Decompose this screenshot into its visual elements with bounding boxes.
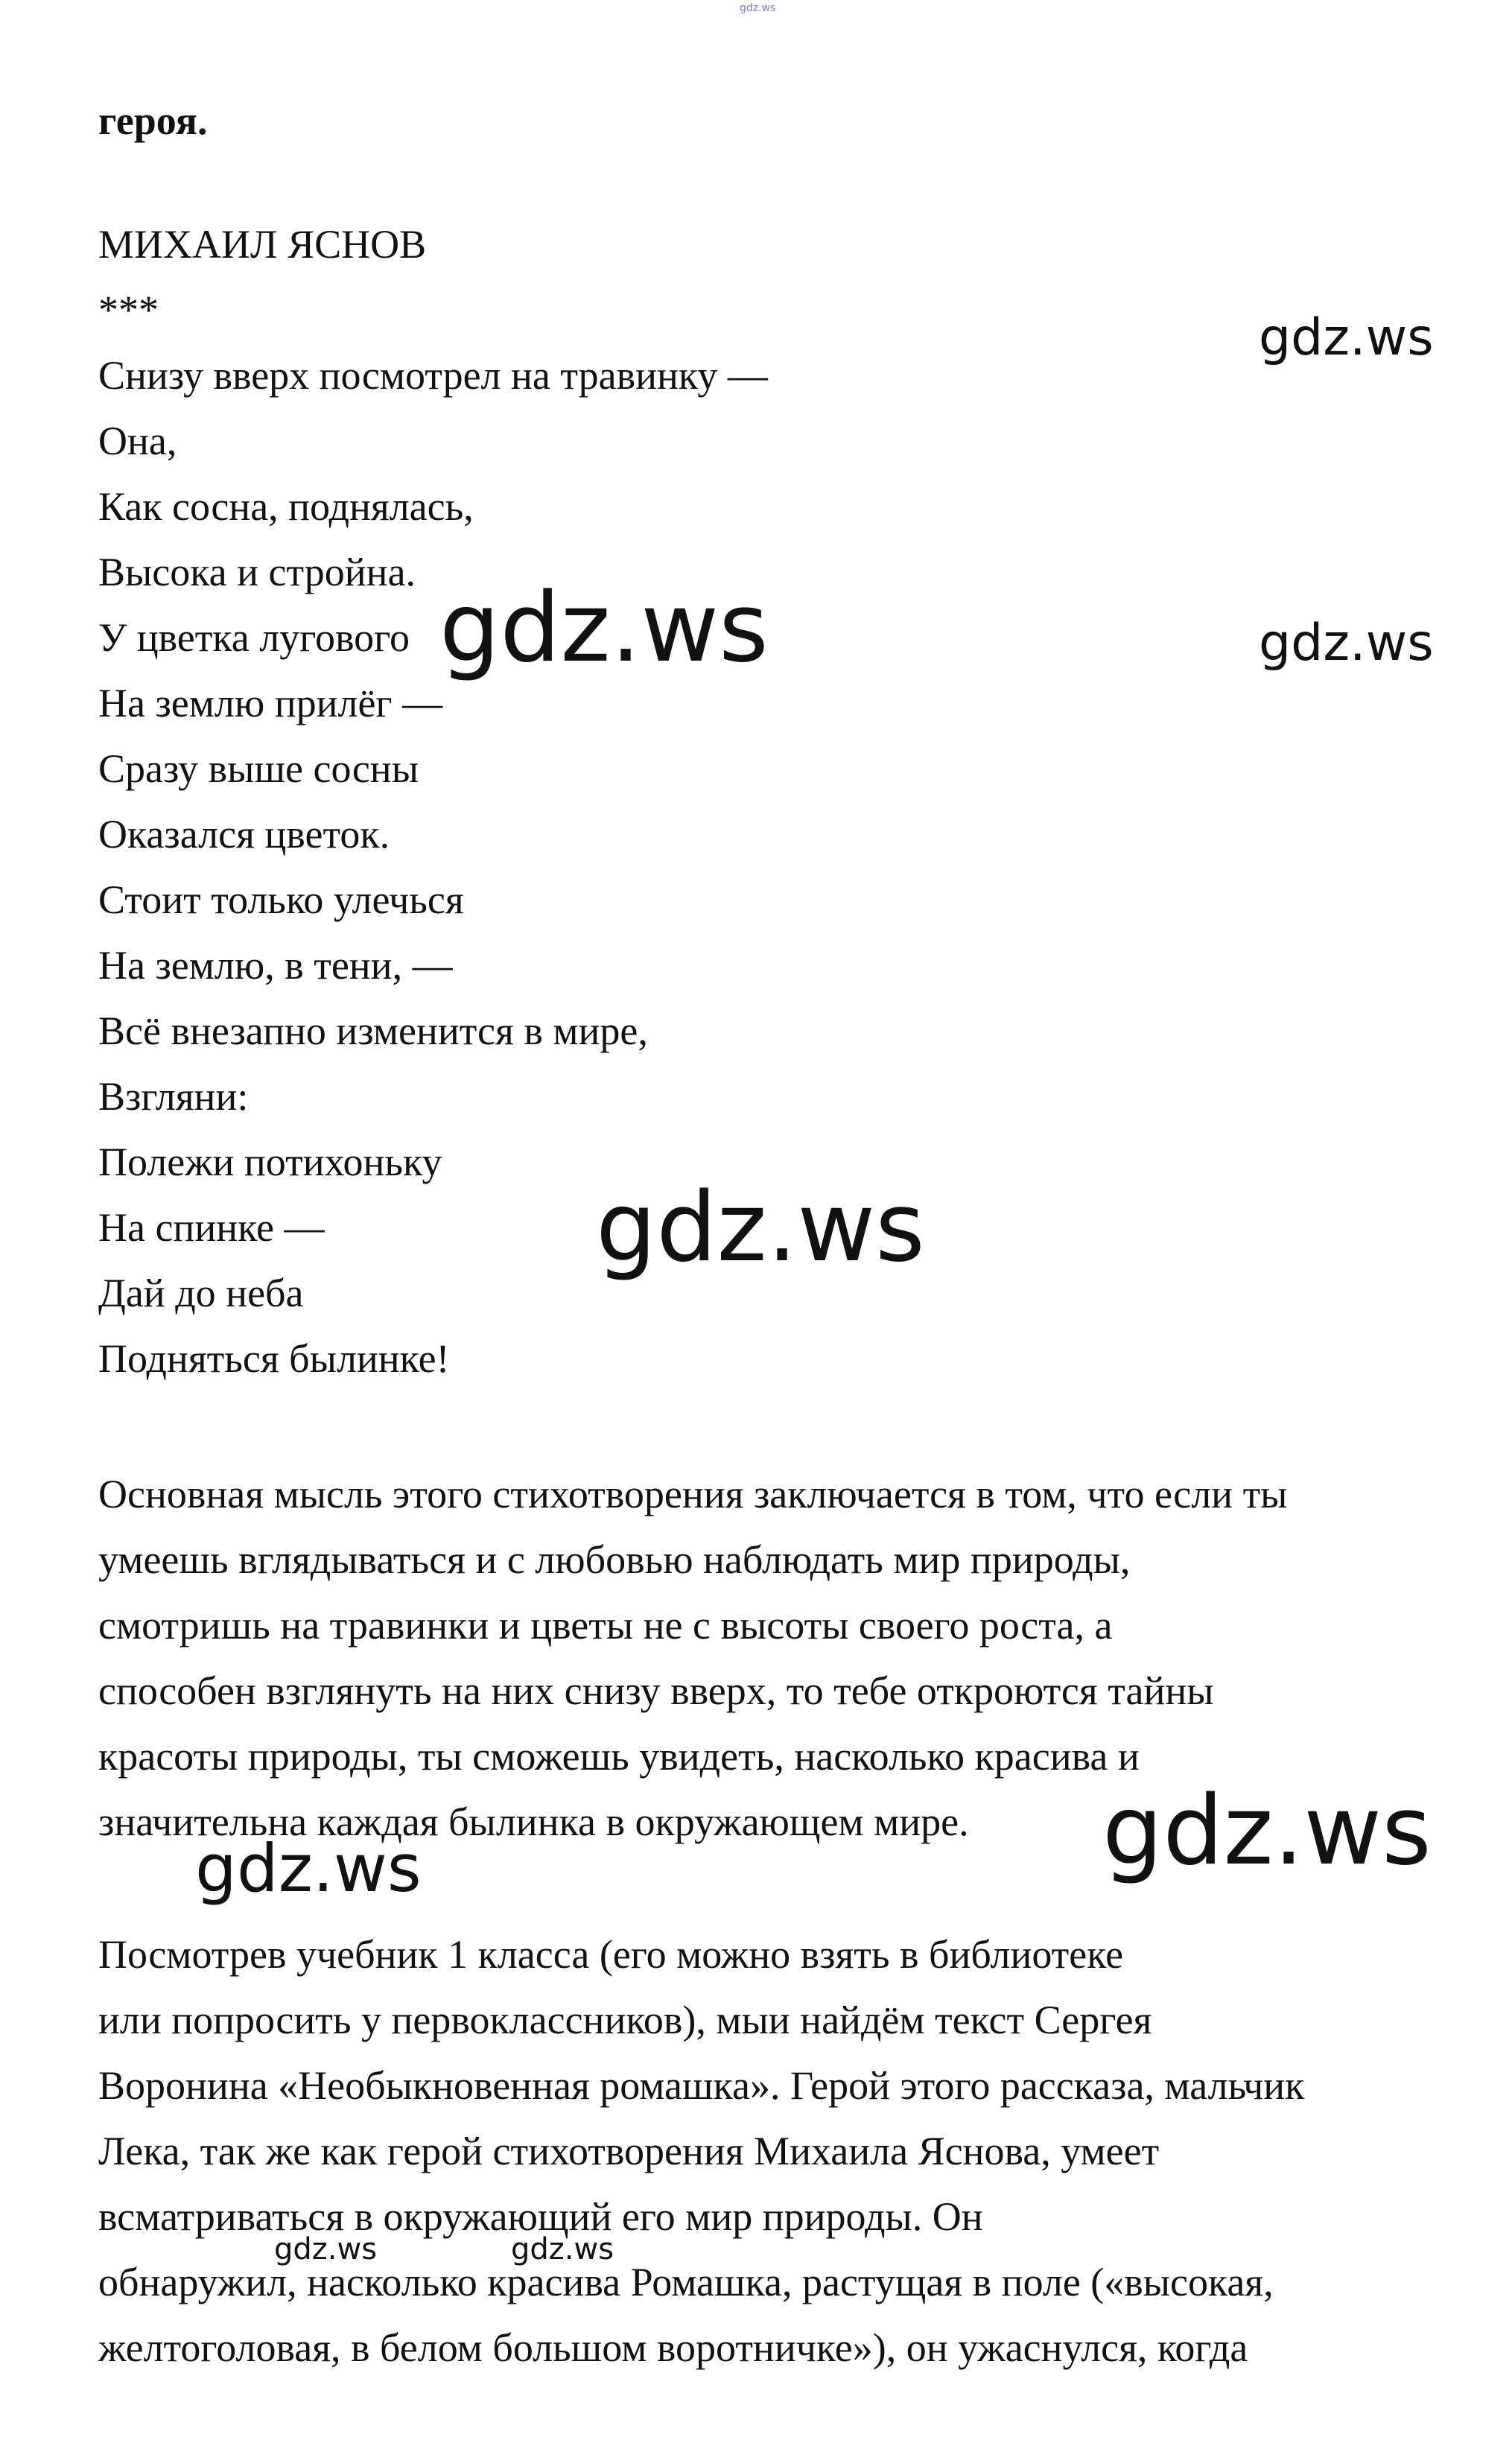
- watermark: gdz.ws: [439, 573, 769, 684]
- paragraph-line: Основная мысль этого стихотворения заключается в том, что если ты: [98, 1472, 1288, 1516]
- poem-line: Как сосна, поднялась,: [98, 484, 474, 529]
- poem-line: Сразу выше сосны: [98, 746, 419, 791]
- watermark: gdz.ws: [1102, 1776, 1432, 1887]
- paragraph-line: Лека, так же как герой стихотворения Михаила Яснова, умеет: [98, 2129, 1160, 2173]
- watermark: gdz.ws: [511, 2232, 614, 2266]
- watermark: gdz.ws: [740, 2, 776, 14]
- paragraph-line: Воронина «Необыкновенная ромашка». Герой этого рассказа, мальчик: [98, 2063, 1305, 2108]
- poem-line: На землю, в тени, —: [98, 943, 453, 988]
- poem-line: У цветка лугового: [98, 615, 410, 660]
- paragraph-line: или попросить у первоклассников), мыи найдём текст Сергея: [98, 1998, 1152, 2042]
- paragraph-line: значительна каждая былинка в окружающем мире.: [98, 1799, 969, 1844]
- poem-line: Дай до неба: [98, 1271, 304, 1315]
- paragraph-line: всматриваться в окружающий его мир природы. Он: [98, 2194, 983, 2239]
- paragraph-line: смотришь на травинки и цветы не с высоты своего роста, а: [98, 1603, 1113, 1648]
- poem-line: На спинке —: [98, 1205, 325, 1250]
- poem-stars: ***: [98, 287, 159, 332]
- poem-line: Полежи потихоньку: [98, 1140, 442, 1184]
- poem-line: Она,: [98, 419, 177, 463]
- paragraph-line: Посмотрев учебник 1 класса (его можно взять в библиотеке: [98, 1932, 1124, 1977]
- paragraph-line: способен взглянуть на них снизу вверх, то тебе откроются тайны: [98, 1668, 1214, 1713]
- paragraph-line: обнаружил, насколько красива Ромашка, растущая в поле («высокая,: [98, 2260, 1274, 2304]
- heading-text: героя.: [98, 98, 208, 143]
- watermark: gdz.ws: [596, 1172, 925, 1283]
- poem-line: На землю прилёг —: [98, 681, 443, 725]
- poem-line: Снизу вверх посмотрел на травинку —: [98, 353, 768, 398]
- poem-line: Взгляни:: [98, 1074, 249, 1119]
- paragraph-line: умеешь вглядываться и с любовью наблюдать мир природы,: [98, 1537, 1131, 1582]
- watermark: gdz.ws: [274, 2232, 378, 2266]
- poem-author: МИХАИЛ ЯСНОВ: [98, 222, 427, 267]
- watermark: gdz.ws: [1259, 614, 1434, 673]
- poem-line: Стоит только улечься: [98, 877, 464, 922]
- paragraph-comparison: [98, 1922, 1304, 2380]
- poem-line: Подняться былинке!: [98, 1336, 450, 1381]
- poem-line: Оказался цветок.: [98, 812, 390, 857]
- poem-line: Высока и стройна.: [98, 550, 416, 594]
- watermark: gdz.ws: [195, 1830, 422, 1907]
- watermark: gdz.ws: [1259, 308, 1434, 367]
- poem-line: Всё внезапно изменится в мире,: [98, 1008, 648, 1053]
- paragraph-line: красоты природы, ты сможешь увидеть, насколько красива и: [98, 1734, 1140, 1779]
- paragraph-line: желтоголовая, в белом большом воротничке»), он ужаснулся, когда: [98, 2325, 1248, 2370]
